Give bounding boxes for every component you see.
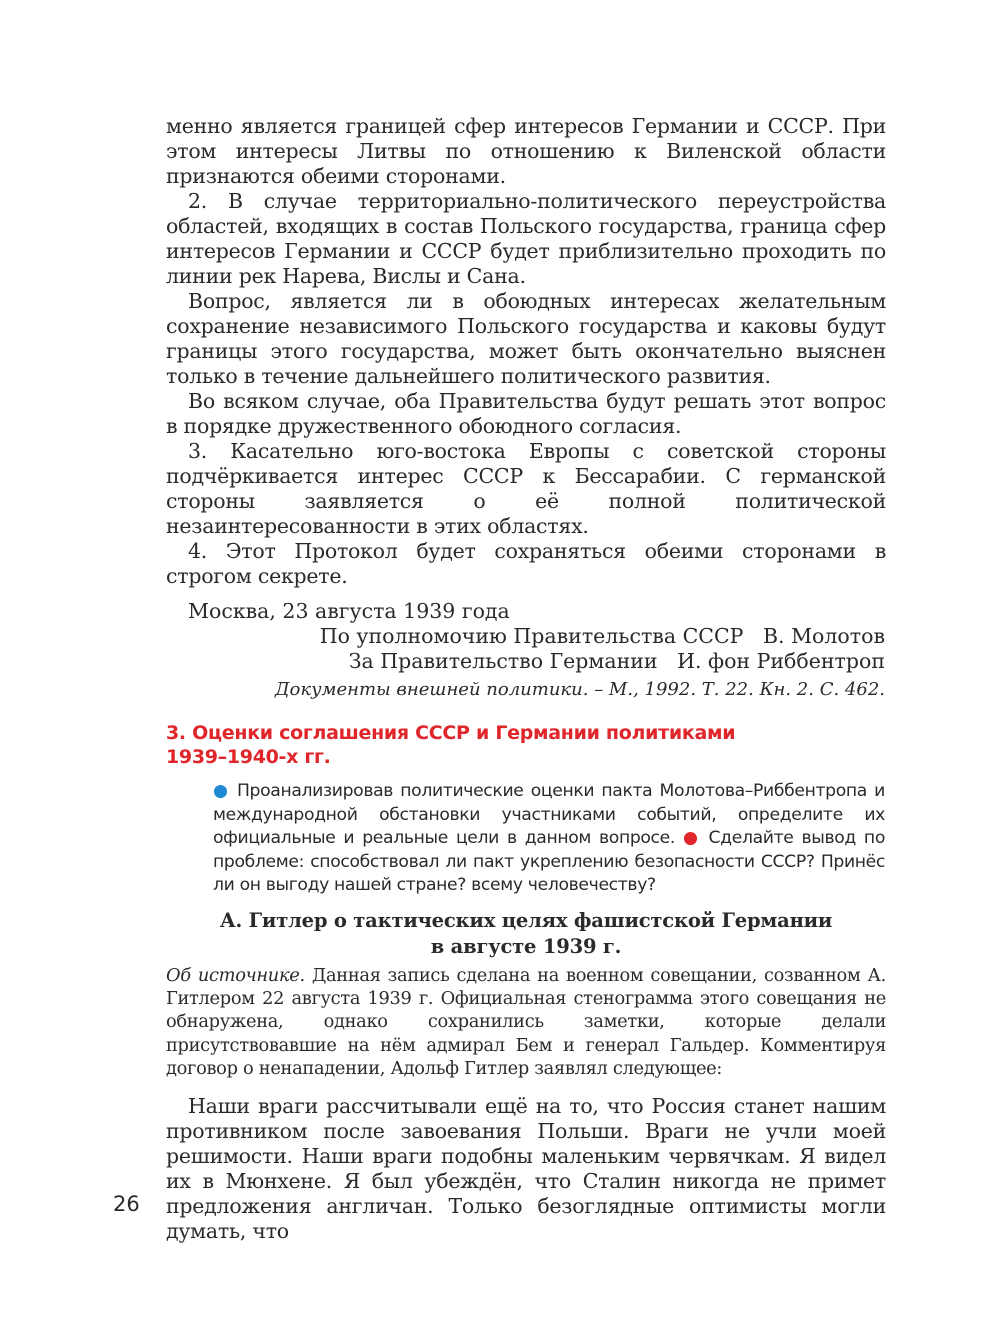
source-note-lead: Об источнике xyxy=(166,965,300,986)
protocol-paragraph: 2. В случае территориально-политического переустройства областей, входящих в состав Польского государства, граница сфер интересов Германии и СССР будет приблизительно проходить по линии рек Нарева, Вислы и Сана. xyxy=(166,189,886,288)
source-citation: Документы внешней политики. – М., 1992. Т. 22. Кн. 2. С. 462. xyxy=(274,679,885,700)
section-heading xyxy=(166,721,806,769)
blue-bullet-icon: ● xyxy=(213,781,230,801)
subsection-heading-line: в августе 1939 г. xyxy=(430,935,622,958)
page-number: 26 xyxy=(113,1192,140,1216)
protocol-paragraph: Во всяком случае, оба Правительства будут решать этот вопрос в порядке дружественного обоюдного согласия. xyxy=(166,389,886,438)
section-heading-line: 3. Оценки соглашения СССР и Германии политиками xyxy=(166,722,736,744)
assignment-task xyxy=(213,780,885,898)
ussr-signatory: По уполномочию Правительства СССР В. Молотов xyxy=(319,624,885,648)
task-text: Проанализировав политические оценки пакта Молотова–Риббентропа и международной обстановки участниками событий, определите их официальные и реальные цели в данном вопросе. xyxy=(213,781,885,848)
protocol-paragraph: 3. Касательно юго-востока Европы с советской стороны подчёркивается интерес СССР к Бессарабии. С германской стороны заявляется о её полной политической незаинтересованности в этих областях. xyxy=(166,439,886,538)
section-heading-line: 1939–1940-х гг. xyxy=(166,746,331,768)
task-text: Сделайте вывод по проблеме: способствовал ли пакт укреплению безопасности СССР? Принёс ли он выгоду нашей стране? всему человечеству? xyxy=(213,828,885,895)
hitler-quote xyxy=(166,1094,886,1244)
subsection-heading xyxy=(166,908,886,960)
germany-signatory: За Правительство Германии И. фон Риббентроп xyxy=(348,649,885,673)
protocol-paragraph: 4. Этот Протокол будет сохраняться обеими сторонами в строгом секрете. xyxy=(166,539,886,588)
source-note-text: . Данная запись сделана на военном совещании, созванном А. Гитлером 22 августа 1939 г. Официальная стенограмма этого совещания не обнаружена, однако сохранились заметки, которые делали присутствовавшие на нём адмирал Бем и генерал Гальдер. Комментируя договор о ненападении, Адольф Гитлер заявлял следующее: xyxy=(166,965,886,1079)
protocol-paragraph: Вопрос, является ли в обоюдных интересах желательным сохранение независимого Польского государства и каковы будут границы этого государства, может быть окончательно выяснен только в течение дальнейшего политического развития. xyxy=(166,289,886,388)
red-bullet-icon: ● xyxy=(683,828,701,848)
subsection-heading-line: А. Гитлер о тактических целях фашистской Германии xyxy=(219,909,833,932)
protocol-text xyxy=(166,114,886,589)
source-note xyxy=(166,964,886,1080)
quote-paragraph: Наши враги рассчитывали ещё на то, что Россия станет нашим противником после завоевания Польши. Враги не учли моей решимости. Наши враги подобны маленьким червячкам. Я видел их в Мюнхене. Я был убеждён, что Сталин никогда не примет предложения англичан. Только безоглядные оптимисты могли думать, что xyxy=(166,1094,886,1243)
protocol-paragraph: менно является границей сфер интересов Германии и СССР. При этом интересы Литвы по отношению к Виленской области признаются обеими сторонами. xyxy=(166,114,886,188)
place-date: Москва, 23 августа 1939 года xyxy=(188,599,510,623)
